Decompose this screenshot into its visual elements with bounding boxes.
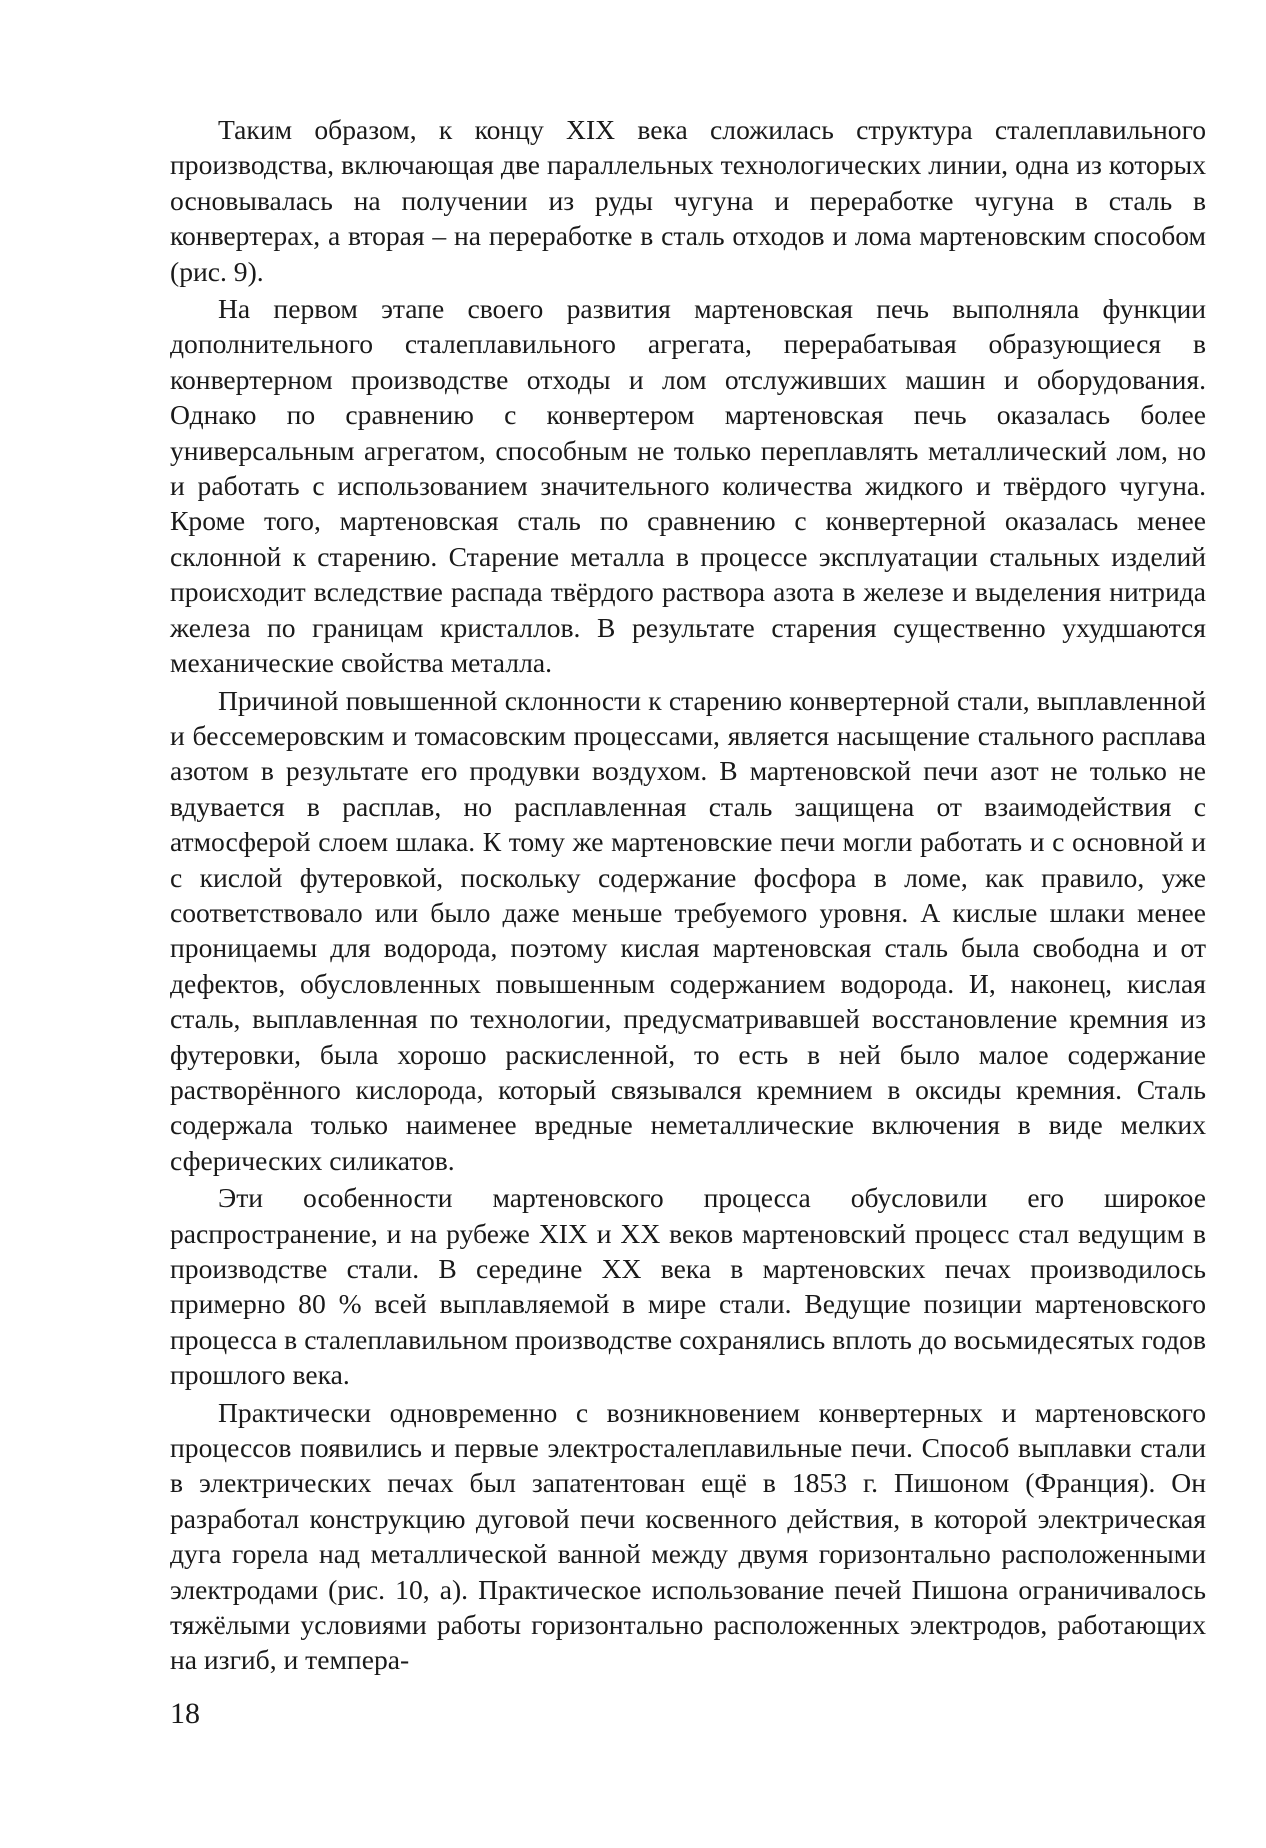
page-number: 18: [170, 1697, 200, 1730]
paragraph-1: Таким образом, к концу XIX века сложилась структура сталеплавильного производства, включающая две параллельных технологических линии, одна из которых основывалась на получении из руды чугуна и переработке чугуна в сталь в конвертерах, а вторая – на переработке в сталь отходов и лома мартеновским способом (рис. 9).: [170, 114, 1206, 287]
paragraph-5: Практически одновременно с возникновением конвертерных и мартеновского процессов появились и первые электросталеплавильные печи. Способ выплавки стали в электрических печах был запатентован ещё в 1853 г. Пишоном (Франция). Он разработал конструкцию дуговой печи косвенного действия, в которой электрическая дуга горела над металлической ванной между двумя горизонтально расположенными электродами (рис. 10, а). Практическое использование печей Пишона ограничивалось тяжёлыми условиями работы горизонтально расположенных электродов, работающих на изгиб, и темпера-: [170, 1396, 1206, 1676]
body-text: [170, 112, 1206, 1680]
paragraph-3: Причиной повышенной склонности к старению конвертерной стали, выплавленной и бессемеровским и томасовским процессами, является насыщение стального расплава азотом в результате его продувки воздухом. В мартеновской печи азот не только не вдувается в расплав, но расплавленная сталь защищена от взаимодействия с атмосферой слоем шлака. К тому же мартеновские печи могли работать и с основной и с кислой футеровкой, поскольку содержание фосфора в ломе, как правило, уже соответствовало или было даже меньше требуемого уровня. А кислые шлаки менее проницаемы для водорода, поэтому кислая мартеновская сталь была свободна и от дефектов, обусловленных повышенным содержанием водорода. И, наконец, кислая сталь, выплавленная по технологии, предусматривавшей восстановление кремния из футеровки, была хорошо раскисленной, то есть в ней было малое содержание растворённого кислорода, который связывался кремнием в оксиды кремния. Сталь содержала только наименее вредные неметаллические включения в виде мелких сферических силикатов.: [170, 684, 1206, 1176]
paragraph-2: На первом этапе своего развития мартеновская печь выполняла функции дополнительного сталеплавильного агрегата, перерабатывая образующиеся в конвертерном производстве отходы и лом отслуживших машин и оборудования. Однако по сравнению с конвертером мартеновская печь оказалась более универсальным агрегатом, способным не только переплавлять металлический лом, но и работать с использованием значительного количества жидкого и твёрдого чугуна. Кроме того, мартеновская сталь по сравнению с конвертерной оказалась менее склонной к старению. Старение металла в процессе эксплуатации стальных изделий происходит вследствие распада твёрдого раствора азота в железе и выделения нитрида железа по границам кристаллов. В результате старения существенно ухудшаются механические свойства металла.: [170, 293, 1206, 679]
paragraph-4: Эти особенности мартеновского процесса обусловили его широкое распространение, и на рубеже XIX и XX веков мартеновский процесс стал ведущим в производстве стали. В середине XX века в мартеновских печах производилось примерно 80 % всей выплавляемой в мире стали. Ведущие позиции мартеновского процесса в сталеплавильном производстве сохранялись вплоть до восьмидесятых годов прошлого века.: [170, 1182, 1206, 1391]
